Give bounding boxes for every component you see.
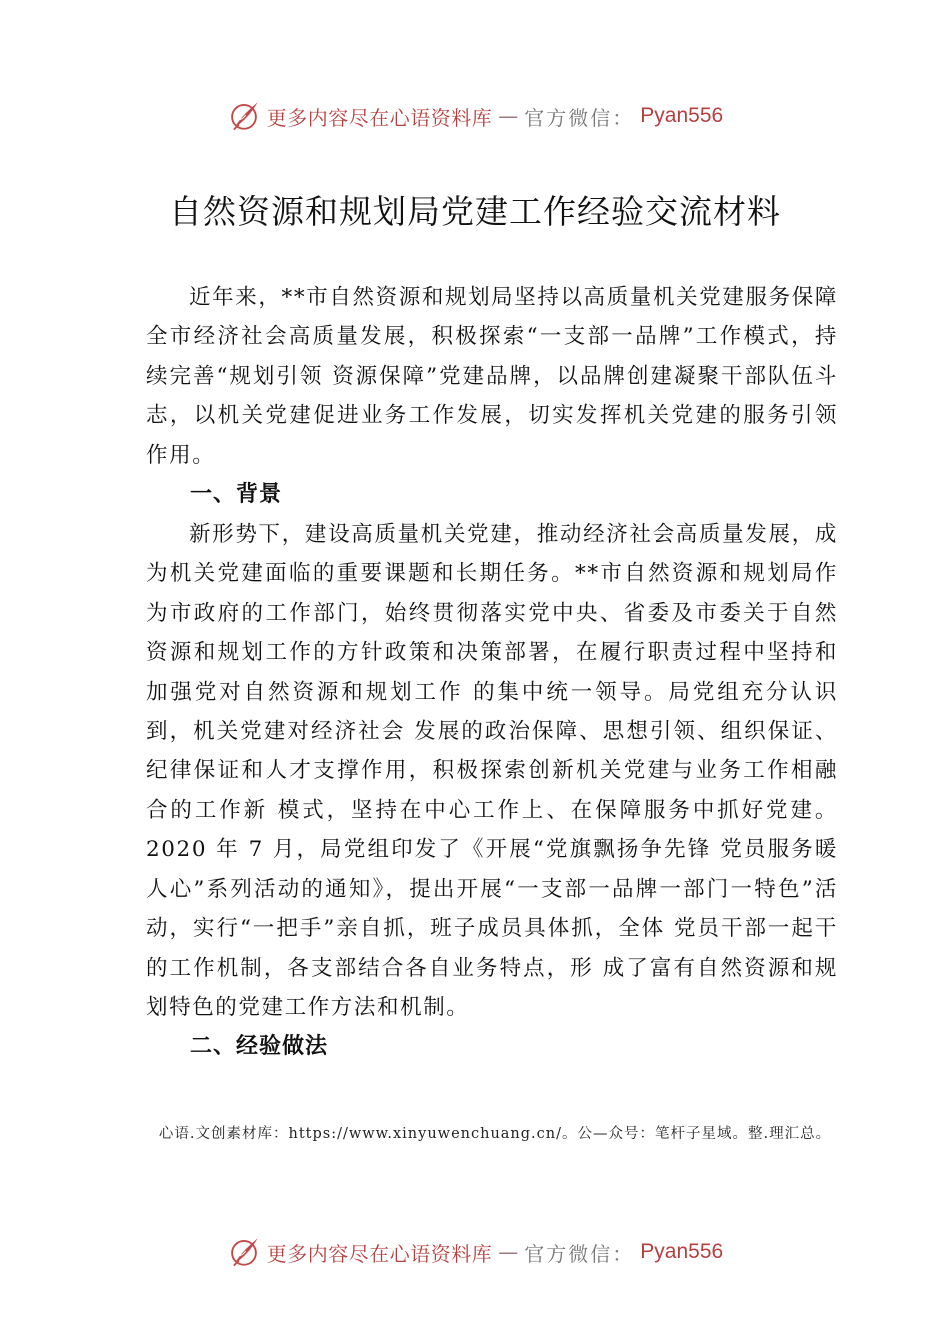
background-paragraph: 新形势下，建设高质量机关党建，推动经济社会高质量发展，成为机关党建面临的重要课题和长期任务。**市自然资源和规划局作为市政府的工作部门，始终贯彻落实党中央、省委及市委关于自然资源和规划工作的方针政策和决策部署，在履行职责过程中坚持和加强党对自然资源和规划工作 的集中统一领导。局党组充分认识到，机关党建对经济社会 发展的政治保障、思想引领、组织保证、纪律保证和人才支撑作用，积极探索创新机关党建与业务工作相融合的工作新 模式，坚持在中心工作上、在保障服务中抓好党建。2020 年 7 月，局党组印发了《开展“党旗飘扬争先锋 党员服务暖人心”系列活动的通知》，提出开展“一支部一品牌一部门一特色”活动，实行“一把手”亲自抓，班子成员具体抓，全体 党员干部一起干的工作机制，各支部结合各自业务特点，形 成了富有自然资源和规划特色的党建工作方法和机制。 [146, 522, 838, 1020]
banner-dash: — [498, 104, 519, 128]
header-banner [0, 96, 950, 136]
document-body [146, 278, 838, 1067]
section-heading-experience: 二、经验做法 [190, 1034, 329, 1060]
banner-dash: — [498, 1240, 519, 1264]
feather-pen-logo-icon [227, 1235, 261, 1269]
footer-note: 心语.文创素材库：https://www.xinyuwenchuang.cn/。公—众号：笔杆子星域。整.理汇总。 [158, 1126, 832, 1142]
document-title: 自然资源和规划局党建工作经验交流材料 [169, 192, 781, 231]
banner-label: 官方微信： [524, 105, 635, 130]
banner-handle: Pyan556 [640, 104, 724, 127]
banner-main-text: 更多内容尽在心语资料库 [266, 105, 493, 130]
feather-pen-logo-icon [227, 99, 261, 133]
section-heading-background: 一、背景 [190, 482, 283, 508]
banner-label: 官方微信： [524, 1241, 635, 1266]
intro-paragraph: 近年来，**市自然资源和规划局坚持以高质量机关党建服务保障全市经济社会高质量发展，积极探索“一支部一品牌”工作模式，持续完善“规划引领 资源保障”党建品牌，以品牌创建凝聚干部队伍斗志，以机关党建促进业务工作发展，切实发挥机关党建的服务引领作用。 [146, 285, 838, 468]
banner-main-text: 更多内容尽在心语资料库 [266, 1241, 493, 1266]
banner-handle: Pyan556 [640, 1240, 724, 1263]
footer-banner [0, 1232, 950, 1272]
